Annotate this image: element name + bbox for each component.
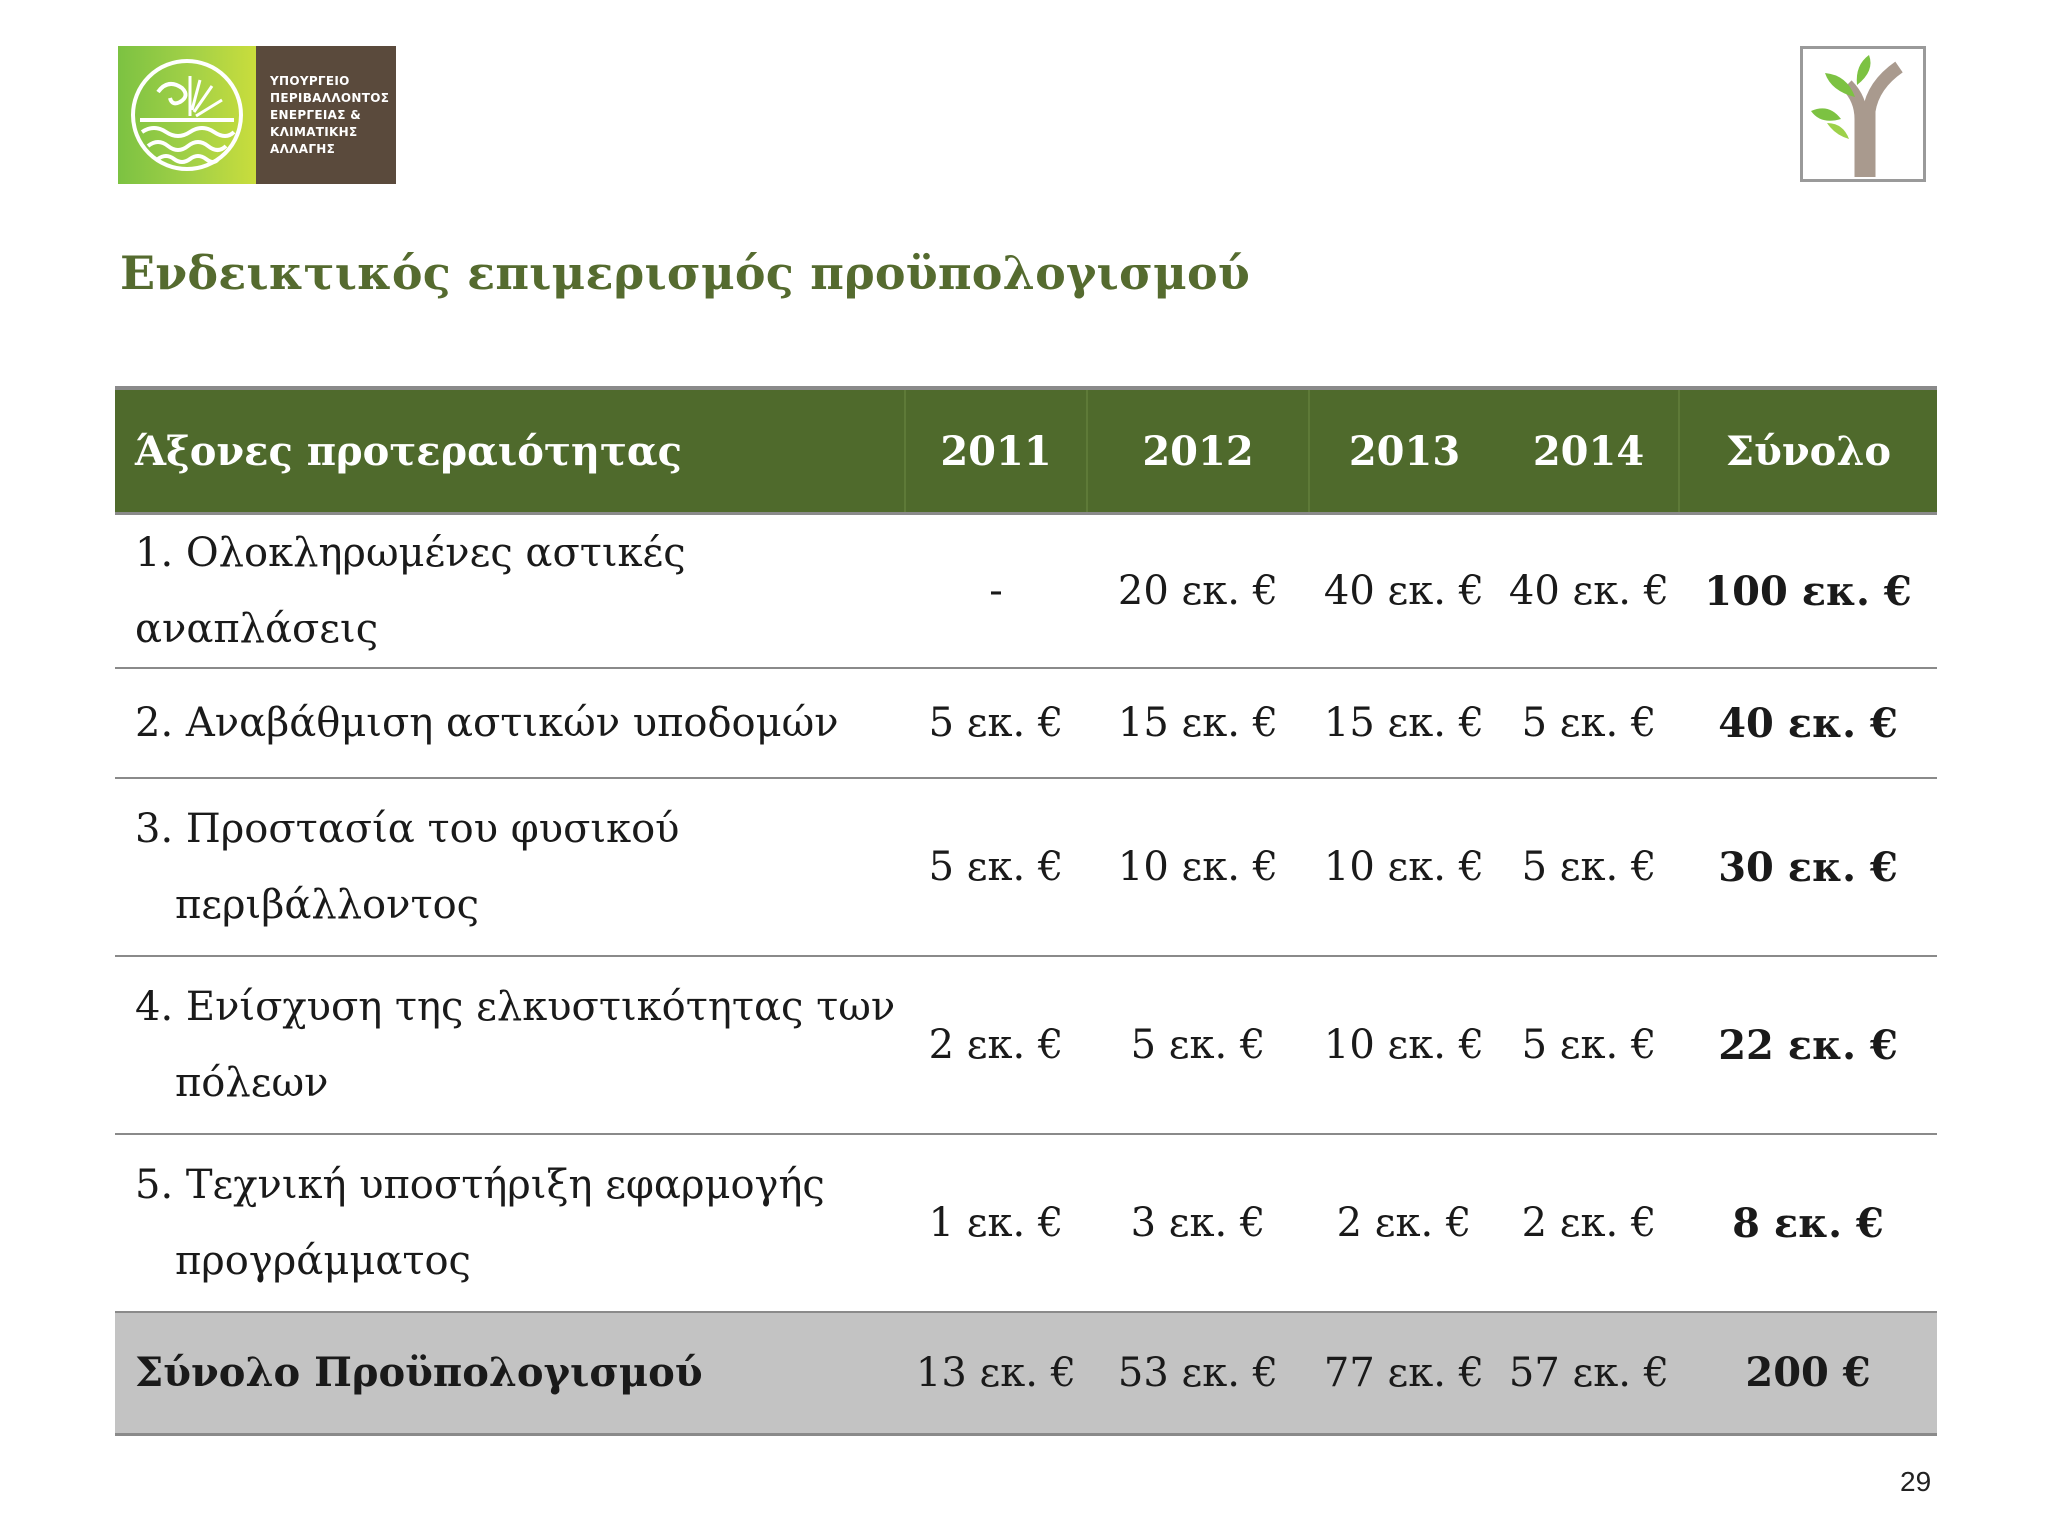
cell-total: 8 εκ. €: [1679, 1134, 1937, 1312]
cell-2012: 10 εκ. €: [1087, 778, 1309, 956]
column-header-priority-axes: Άξονες προτεραιότητας: [115, 388, 905, 514]
cell-2011: 1 εκ. €: [905, 1134, 1087, 1312]
ministry-name-line: ΕΝΕΡΓΕΙΑΣ &: [270, 107, 361, 122]
cell-2013: 2 εκ. €: [1309, 1134, 1499, 1312]
cell-2011: -: [905, 514, 1087, 669]
ministry-logo: [118, 46, 396, 184]
cell-2013: 10 εκ. €: [1309, 778, 1499, 956]
cell-2014: 40 εκ. €: [1499, 514, 1679, 669]
cell-total: 22 εκ. €: [1679, 956, 1937, 1134]
row-label-line2: προγράμματος: [175, 1238, 471, 1284]
row-label-line1: 4. Ενίσχυση της ελκυστικότητας των: [135, 984, 896, 1030]
cell-2012: 20 εκ. €: [1087, 514, 1309, 669]
table-row: [115, 668, 1937, 778]
ministry-name: [256, 46, 396, 184]
row-label: [115, 956, 905, 1134]
cell-total: 100 εκ. €: [1679, 514, 1937, 669]
row-label-line2: περιβάλλοντος: [175, 882, 480, 928]
total-row-label: Σύνολο Προϋπολογισμού: [115, 1312, 905, 1434]
row-label: [115, 1134, 905, 1312]
cell-2014: 5 εκ. €: [1499, 668, 1679, 778]
column-header-2013: 2013: [1309, 388, 1499, 514]
cell-2014: 5 εκ. €: [1499, 778, 1679, 956]
table-header-row: [115, 388, 1937, 514]
grand-total-cell: 200 €: [1679, 1312, 1937, 1434]
table-total-row: [115, 1312, 1937, 1434]
cell-2013: 10 εκ. €: [1309, 956, 1499, 1134]
table-row: [115, 956, 1937, 1134]
row-label: [115, 778, 905, 956]
cell-2011: 5 εκ. €: [905, 778, 1087, 956]
total-cell-2014: 57 εκ. €: [1499, 1312, 1679, 1434]
row-label-line1: 3. Προστασία του φυσικού: [135, 806, 680, 852]
row-label-line1: 2. Αναβάθμιση αστικών υποδομών: [135, 700, 839, 746]
row-label: [115, 514, 905, 669]
row-label-line1: 1. Ολοκληρωμένες αστικές αναπλάσεις: [135, 530, 686, 652]
cell-2011: 5 εκ. €: [905, 668, 1087, 778]
column-header-2012: 2012: [1087, 388, 1309, 514]
ministry-name-line: ΠΕΡΙΒΑΛΛΟΝΤΟΣ: [270, 90, 390, 105]
table-row: [115, 778, 1937, 956]
column-header-2014: 2014: [1499, 388, 1679, 514]
cell-2012: 5 εκ. €: [1087, 956, 1309, 1134]
total-cell-2011: 13 εκ. €: [905, 1312, 1087, 1434]
page-number: 29: [1900, 1466, 1932, 1497]
cell-2012: 15 εκ. €: [1087, 668, 1309, 778]
cell-2014: 2 εκ. €: [1499, 1134, 1679, 1312]
ministry-name-line: ΚΛΙΜΑΤΙΚΗΣ: [270, 124, 358, 139]
ministry-name-line: ΑΛΛΑΓΗΣ: [270, 141, 336, 156]
row-label-line1: 5. Τεχνική υποστήριξη εφαρμογής: [135, 1162, 825, 1208]
cell-2012: 3 εκ. €: [1087, 1134, 1309, 1312]
column-header-2011: 2011: [905, 388, 1087, 514]
ministry-emblem-icon: [118, 46, 256, 184]
cell-2013: 15 εκ. €: [1309, 668, 1499, 778]
cell-total: 40 εκ. €: [1679, 668, 1937, 778]
table-row: [115, 1134, 1937, 1312]
page-title: Ενδεικτικός επιμερισμός προϋπολογισμού: [120, 246, 1250, 300]
table-row: [115, 514, 1937, 669]
budget-table: [115, 386, 1937, 1436]
total-cell-2013: 77 εκ. €: [1309, 1312, 1499, 1434]
tree-logo-icon: [1800, 46, 1926, 182]
ministry-name-line: ΥΠΟΥΡΓΕΙΟ: [270, 73, 350, 88]
row-label: [115, 668, 905, 778]
cell-total: 30 εκ. €: [1679, 778, 1937, 956]
cell-2011: 2 εκ. €: [905, 956, 1087, 1134]
cell-2014: 5 εκ. €: [1499, 956, 1679, 1134]
total-cell-2012: 53 εκ. €: [1087, 1312, 1309, 1434]
row-label-line2: πόλεων: [175, 1060, 329, 1106]
cell-2013: 40 εκ. €: [1309, 514, 1499, 669]
column-header-total: Σύνολο: [1679, 388, 1937, 514]
